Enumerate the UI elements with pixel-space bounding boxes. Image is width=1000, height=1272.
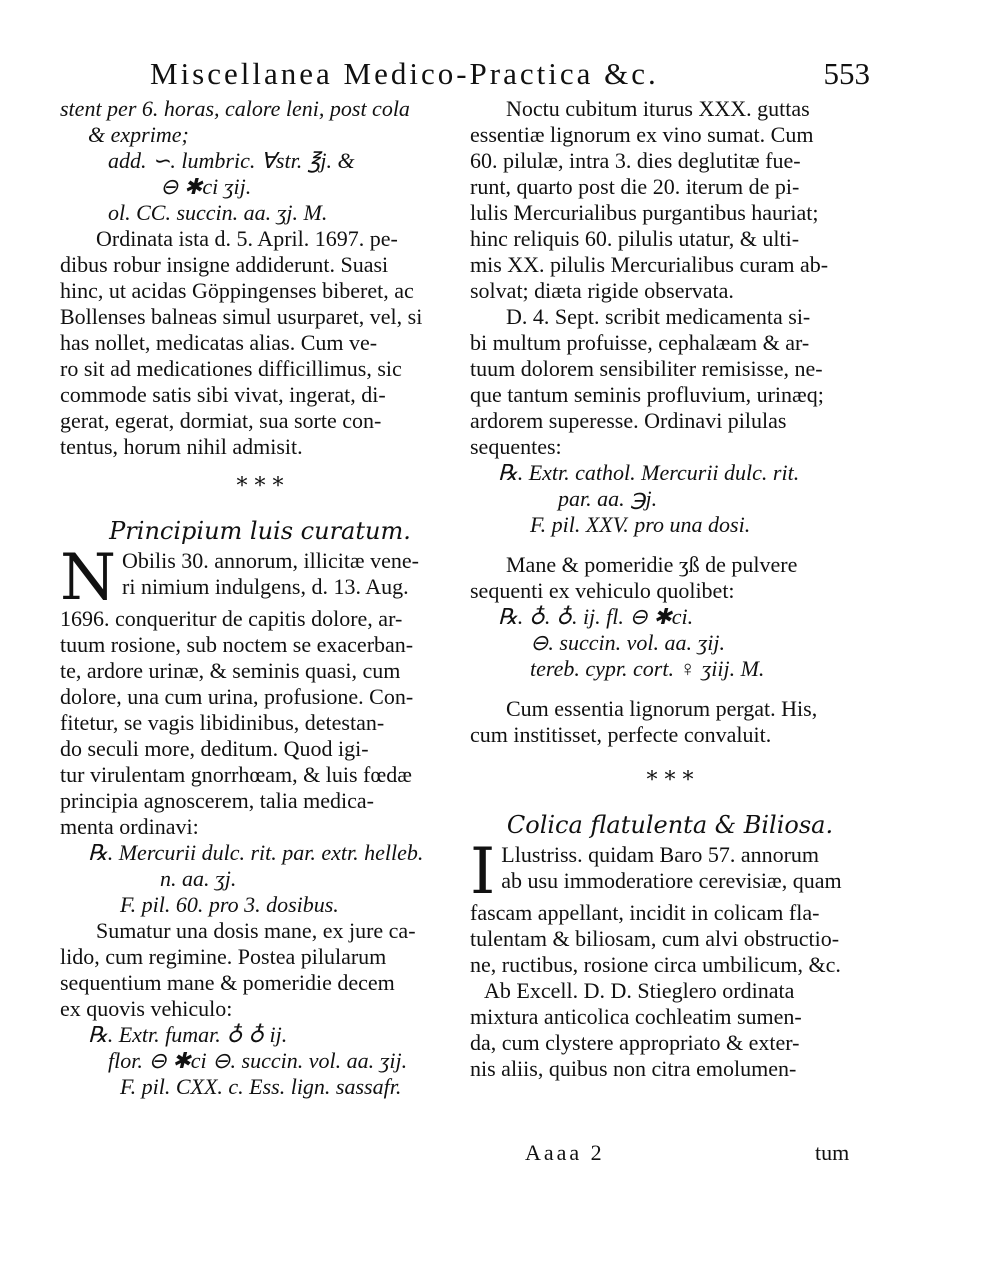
text-line: Sumatur una dosis mane, ex jure ca- bbox=[96, 918, 416, 943]
text-line: sequenti ex vehiculo quolibet: bbox=[470, 578, 735, 603]
spacer bbox=[470, 682, 870, 696]
text-line: tuum dolorem sensibiliter remisisse, ne- bbox=[470, 356, 823, 381]
left-body-text bbox=[60, 541, 460, 1100]
section-ornament: * * * bbox=[646, 768, 694, 793]
text-line: fitetur, se vagis libidinibus, detestan- bbox=[60, 710, 385, 735]
signature-mark: Aaaa 2 bbox=[525, 1140, 605, 1165]
text-line: lido, cum regimine. Postea pilularum bbox=[60, 944, 387, 969]
text-line: dibus robur insigne addiderunt. Suasi bbox=[60, 252, 389, 277]
text-line: commode satis sibi vivat, ingerat, di- bbox=[60, 382, 386, 407]
text-line: ne, ructibus, rosione circa umbilicum, &c. bbox=[470, 952, 841, 977]
text-line: tur virulentam gnorrhœam, & luis fœdæ bbox=[60, 762, 412, 787]
text-line: nis aliis, quibus non citra emolumen- bbox=[470, 1056, 797, 1081]
text-line: ℞. ♁. ♁. ij. fl. ⊖ ✱ci. bbox=[498, 604, 694, 629]
text-line: Obilis 30. annorum, illicitæ vene- bbox=[122, 548, 419, 573]
catchword: tum bbox=[815, 1140, 850, 1165]
text-line: ℞. Extr. cathol. Mercurii dulc. rit. bbox=[498, 460, 800, 485]
text-line: dolore, una cum urina, profusione. Con- bbox=[60, 684, 414, 709]
text-line: lulis Mercurialibus purgantibus hauriat; bbox=[470, 200, 819, 225]
text-line: fascam appellant, incidit in colicam fla- bbox=[470, 900, 820, 925]
text-line: Noctu cubitum iturus XXX. guttas bbox=[506, 96, 810, 121]
text-line: mixtura anticolica cochleatim sumen- bbox=[470, 1004, 802, 1029]
section-title: Principium luis curatum. bbox=[109, 517, 411, 545]
text-line: 60. pilulæ, intra 3. dies deglutitæ fue- bbox=[470, 148, 801, 173]
text-line: solvat; diæta rigide observata. bbox=[470, 278, 734, 303]
text-line: tuum rosione, sub noctem se exacerban- bbox=[60, 632, 414, 657]
text-line: Bollenses balneas simul usurparet, vel, si bbox=[60, 304, 423, 329]
text-line: Mane & pomeridie ʒß de pulvere bbox=[506, 552, 798, 577]
text-line: Ab Excell. D. D. Stieglero ordinata bbox=[484, 978, 795, 1003]
text-line: gerat, egerat, dormiat, sua sorte con- bbox=[60, 408, 382, 433]
spacer bbox=[470, 538, 870, 552]
text-line: te, ardore urinæ, & seminis quasi, cum bbox=[60, 658, 401, 683]
text-line: D. 4. Sept. scribit medicamenta si- bbox=[506, 304, 811, 329]
section-ornament: * * * bbox=[236, 474, 284, 499]
page-header bbox=[150, 56, 870, 96]
text-line: Cum essentia lignorum pergat. His, bbox=[506, 696, 818, 721]
text-line: ab usu immoderatiore cerevisiæ, quam bbox=[501, 868, 842, 893]
right-body-text bbox=[470, 835, 870, 1082]
text-line: bi multum profuisse, cephalæam & ar- bbox=[470, 330, 810, 355]
text-line: hinc, ut acidas Göppingenses biberet, ac bbox=[60, 278, 414, 303]
text-line: do seculi more, deditum. Quod igi- bbox=[60, 736, 369, 761]
text-line: tereb. cypr. cort. ♀ ʒiij. M. bbox=[530, 656, 765, 681]
text-line: F. pil. XXV. pro una dosi. bbox=[530, 512, 751, 537]
text-line: essentiæ lignorum ex vino sumat. Cum bbox=[470, 122, 814, 147]
left-column bbox=[60, 96, 460, 1100]
text-line: sequentium mane & pomeridie decem bbox=[60, 970, 395, 995]
text-line: Llustriss. quidam Baro 57. annorum bbox=[501, 842, 820, 867]
text-line: tentus, horum nihil admisit. bbox=[60, 434, 303, 459]
text-line: ℞. Mercurii dulc. rit. par. extr. helleb. bbox=[88, 840, 424, 865]
text-line: cum institisset, perfecte convaluit. bbox=[470, 722, 772, 747]
text-line: ri nimium indulgens, d. 13. Aug. bbox=[122, 574, 409, 599]
running-title: Miscellanea Medico-Practica &c. bbox=[150, 56, 659, 91]
text-line: par. aa. ℈j. bbox=[558, 486, 658, 511]
text-line: ro sit ad medicationes difficillimus, sic bbox=[60, 356, 402, 381]
drop-cap: I bbox=[470, 835, 496, 909]
right-column bbox=[470, 96, 870, 1082]
section-title: Colica flatulenta & Biliosa. bbox=[506, 811, 834, 839]
drop-cap: N bbox=[60, 541, 116, 615]
text-line: menta ordinavi: bbox=[60, 814, 199, 839]
text-line: principia agnoscerem, talia medica- bbox=[60, 788, 374, 813]
text-line: has nollet, medicatas alias. Cum ve- bbox=[60, 330, 378, 355]
text-line: runt, quarto post die 20. iterum de pi- bbox=[470, 174, 800, 199]
text-line: sequentes: bbox=[470, 434, 562, 459]
right-mid-text bbox=[470, 552, 870, 748]
text-line: ardorem superesse. Ordinavi pilulas bbox=[470, 408, 787, 433]
page-number: 553 bbox=[823, 56, 870, 91]
text-line: F. pil. CXX. c. Ess. lign. sassafr. bbox=[120, 1074, 402, 1099]
text-line: ℞. Extr. fumar. ♁ ♁ ij. bbox=[88, 1022, 288, 1047]
text-line: mis XX. pilulis Mercurialibus curam ab- bbox=[470, 252, 829, 277]
text-line: F. pil. 60. pro 3. dosibus. bbox=[120, 892, 339, 917]
text-line: & exprime; bbox=[88, 122, 189, 147]
text-line: ⊖. succin. vol. aa. ʒij. bbox=[530, 630, 726, 655]
text-line: da, cum clystere appropriato & exter- bbox=[470, 1030, 800, 1055]
text-line: stent per 6. horas, calore leni, post cola bbox=[60, 96, 410, 121]
text-line: add. ∽. lumbric. ∀str. ℥j. & bbox=[108, 148, 355, 173]
text-line: tulentam & biliosam, cum alvi obstructio- bbox=[470, 926, 840, 951]
right-top-text bbox=[470, 96, 870, 538]
text-line: que tantum seminis profluvium, urinæq; bbox=[470, 382, 824, 407]
text-line: Ordinata ista d. 5. April. 1697. pe- bbox=[96, 226, 398, 251]
text-line: ex quovis vehiculo: bbox=[60, 996, 233, 1021]
text-line: ol. CC. succin. aa. ʒj. M. bbox=[108, 200, 328, 225]
text-line: hinc reliquis 60. pilulis utatur, & ulti- bbox=[470, 226, 800, 251]
left-top-text bbox=[60, 96, 460, 460]
text-line: n. aa. ʒj. bbox=[160, 866, 237, 891]
text-line: ⊖ ✱ci ʒij. bbox=[160, 174, 252, 199]
text-line: 1696. conqueritur de capitis dolore, ar- bbox=[60, 606, 403, 631]
text-line: flor. ⊖ ✱ci ⊖. succin. vol. aa. ʒij. bbox=[108, 1048, 408, 1073]
